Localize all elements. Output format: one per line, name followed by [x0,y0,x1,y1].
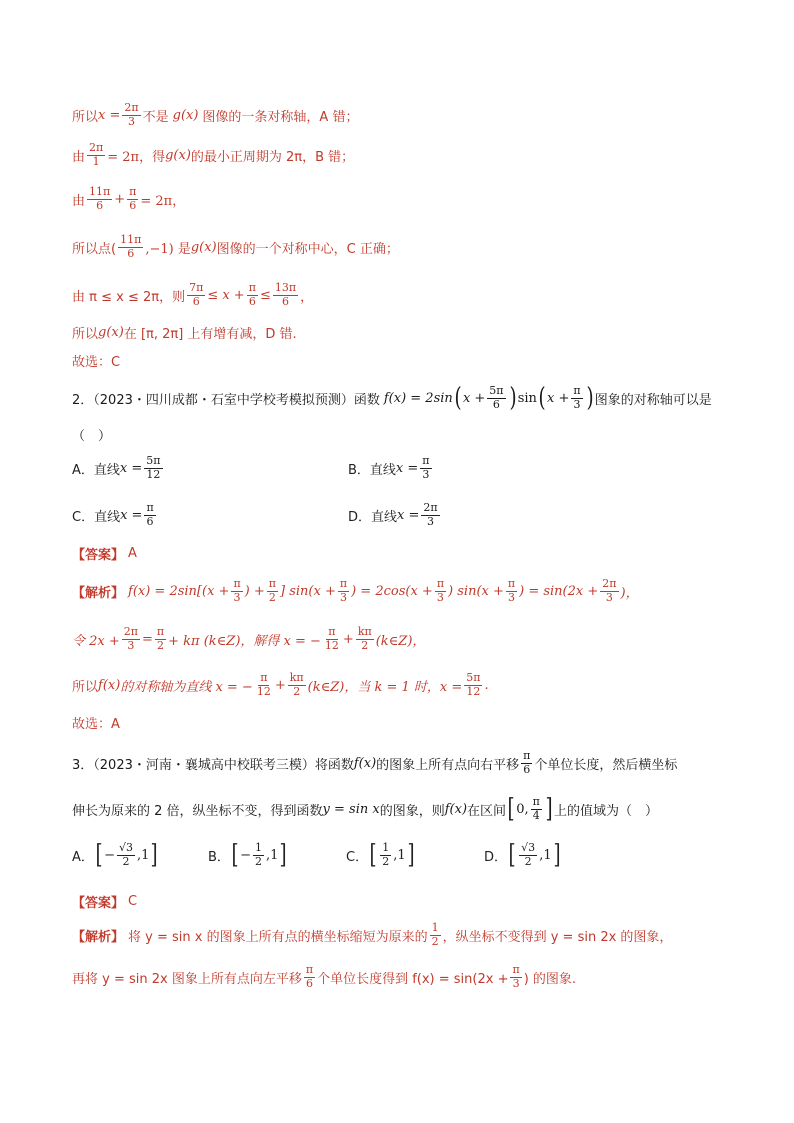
math: ,1 [393,847,406,863]
math: x + [462,390,486,406]
math: ,1 [136,847,150,863]
fraction: $\frac{\pi}{3}$ [339,577,348,604]
math: (k∈Z)， [375,633,426,649]
fraction: $\frac{2\pi}{3}$ [123,625,138,652]
math: ,−1) 是 [145,241,191,257]
bracket: [ [95,840,103,871]
math: ≤ [259,287,271,303]
fraction: $\frac{k\pi}{2}$ [289,671,304,698]
fraction: $\frac{13\pi}{6}$ [274,281,297,308]
math: ,1 [265,847,279,863]
math: f(x) [444,801,468,817]
math: x = [395,460,419,476]
fraction: $\frac{\pi}{6}$ [129,185,137,212]
math: = 2π，得 [107,149,166,165]
text: ，纵坐标不变得到 y = sin 2x 的图象， [442,929,673,945]
fraction: $\frac{\pi}{4}$ [532,795,540,822]
text: （ ） [72,429,112,444]
option-label: B．直线 [348,462,396,478]
fraction: $\frac{2\pi}{3}$ [124,101,139,128]
text: 个单位长度，然后横坐标 [534,757,678,773]
q3-expl-1 [72,922,672,948]
math: = 2π， [140,193,186,209]
text: 3．（2023・河南・襄城高中校联考三模）将函数 [72,757,354,773]
fraction: $\frac{\pi}{12}$ [256,671,271,698]
fraction: $\frac{\pi}{3}$ [573,384,581,411]
q3-expl-2 [72,964,576,990]
q3-option-d[interactable] [484,840,562,871]
fraction: $\frac{\pi}{3}$ [436,577,445,604]
fraction: $\frac{\pi}{3}$ [422,454,430,481]
math: = [142,631,153,647]
fraction: $\frac{5\pi}{12}$ [146,454,161,481]
fraction: $\frac{\pi}{6}$ [523,749,531,776]
sol-line-5 [72,282,313,308]
text: 所以 [72,679,99,695]
sol-line-1 [72,102,358,128]
math: x + [547,390,570,406]
math: 令 2x + [72,633,120,649]
text: 个单位长度得到 f(x) = sin(2x + [317,971,509,987]
q3-stem-1 [72,750,677,776]
q3-stem-2 [72,794,659,825]
fraction: $\frac{1}{2}$ [382,841,390,868]
q2-expl-3 [72,672,489,698]
math: f(x) [353,755,377,771]
math: ) = 2cos(x + [351,583,433,599]
text: 再将 y = sin 2x 图象上所有点向左平移 [72,971,302,987]
fraction: $\frac{11\pi}{6}$ [89,185,111,212]
math: 的对称轴为直线 x = − [120,679,253,695]
q2-paren [72,425,111,444]
bracket: [ [231,840,239,871]
q3-option-b[interactable] [208,840,289,871]
math: x = [98,107,121,123]
q2-option-b[interactable] [348,455,434,481]
q2-expl-1 [72,578,639,604]
fraction: $\frac{5\pi}{6}$ [489,384,504,411]
math: + [342,631,354,647]
q3-option-c[interactable] [346,840,416,871]
paren: ( [454,383,462,414]
math: g(x) [98,325,124,340]
bracket: ] [553,840,561,871]
math: + [274,677,286,693]
fraction: $\frac{1}{2}$ [431,921,439,948]
bracket: [ [508,840,516,871]
text: 所以点( [72,241,117,257]
q2-expl-4 [72,713,120,732]
q2-option-c[interactable] [72,502,158,528]
fraction: $\frac{2\pi}{3}$ [602,577,617,604]
text: 的最小正周期为 2π，B 错； [190,149,355,165]
math: g(x) [190,239,217,255]
math: f(x) = 2sin[(x + [128,583,230,599]
math: x = [119,460,143,476]
bracket: ] [545,794,553,825]
math: x = [120,507,143,523]
explanation-tag: 【解析】 [72,929,125,945]
sol-line-3 [72,186,185,212]
paren: ( [538,383,546,414]
text: ) 的图象. [523,971,577,987]
answer-tag: 【答案】 [72,548,125,563]
math: − [104,847,115,863]
text: 上的值域为（ ） [554,803,659,819]
fraction: $\frac{√3}{2}$ [521,841,536,868]
answer-tag: 【答案】 [72,896,125,911]
text: 在 [π, 2π] 上有增有减，D 错. [123,327,297,342]
math: sin [517,390,537,406]
text: 所以 [72,109,99,125]
bracket: [ [507,794,515,825]
math: 0, [516,801,529,817]
paren: ) [586,383,594,414]
fraction: $\frac{\pi}{3}$ [507,577,516,604]
option-label: A． [72,849,94,865]
q2-expl-2 [72,626,425,652]
paren: ) [509,383,517,414]
math: + kπ (k∈Z)，解得 x = − [168,633,321,649]
text: 在区间 [467,803,507,819]
fraction: $\frac{\pi}{2}$ [156,625,165,652]
text: ， [300,289,314,305]
fraction: $\frac{\pi}{3}$ [512,963,520,990]
fraction: $\frac{\pi}{6}$ [248,281,256,308]
bracket: ] [279,840,288,871]
fraction: $\frac{\pi}{2}$ [268,577,277,604]
math: )， [620,585,639,601]
math: ,1 [539,847,552,863]
text: 不是 [142,109,169,125]
option-label: D．直线 [348,509,398,525]
fraction: $\frac{\pi}{6}$ [305,963,314,990]
sol-line-7 [72,351,120,370]
answer-value: A [128,546,137,561]
math: x = [397,507,420,523]
q2-option-d[interactable] [348,502,442,528]
option-label: C． [346,849,369,865]
text: 图象的对称轴可以是 [594,392,712,408]
fraction: $\frac{\pi}{12}$ [324,625,339,652]
text: 由 [72,193,86,209]
q2-option-a[interactable] [72,455,165,481]
math: g(x) [165,147,191,163]
q3-answer [72,892,137,911]
fraction: $\frac{2\pi}{1}$ [89,141,104,168]
math: − [240,847,251,863]
text: 2．（2023・四川成都・石室中学校考模拟预测）函数 [72,392,380,408]
fraction: $\frac{11\pi}{6}$ [120,233,142,260]
bracket: [ [369,840,377,871]
text: 将 y = sin x 的图象上所有点的横坐标缩短为原来的 [128,929,428,945]
fraction: $\frac{k\pi}{2}$ [357,625,372,652]
math: + [114,191,126,207]
math: g(x) [172,107,199,123]
math: y = sin x [322,801,380,817]
fraction: $\frac{\pi}{3}$ [233,577,241,604]
math: ) sin(x + [448,583,504,599]
fraction: $\frac{2\pi}{3}$ [423,501,438,528]
text: 的图象上所有点向右平移 [376,757,520,773]
answer-value: C [128,894,138,909]
text: 由 [72,149,86,165]
math: ] sin(x + [280,583,336,599]
text: 图像的一条对称轴，A 错； [202,109,359,125]
option-label: B． [208,849,230,865]
text: 故选：A [72,717,120,732]
math: f(x) = 2sin [383,390,453,406]
q2-answer [72,544,137,563]
option-label: D． [484,849,508,865]
math: ) + [244,583,265,599]
sol-line-2 [72,142,354,168]
fraction: $\frac{\pi}{6}$ [146,501,154,528]
math: . [484,677,489,693]
option-label: A．直线 [72,462,120,478]
text: 的图象，则 [379,803,445,819]
fraction: $\frac{5\pi}{12}$ [466,671,481,698]
bracket: ] [150,840,159,871]
fraction: $\frac{√3}{2}$ [118,841,133,868]
text: 故选：C [72,355,121,370]
math: ≤ x + [207,287,245,303]
option-label: C．直线 [72,509,121,525]
q2-stem [72,383,712,414]
math: f(x) [98,677,121,693]
math: (k∈Z)，当 k = 1 时，x = [307,679,463,695]
text: 图像的一个对称中心，C 正确； [216,241,399,257]
q3-option-a[interactable] [72,840,160,871]
sol-line-6 [72,323,297,342]
fraction: $\frac{1}{2}$ [254,841,262,868]
math: ) = sin(2x + [519,583,599,599]
fraction: $\frac{7\pi}{6}$ [189,281,204,308]
sol-line-4 [72,234,399,260]
text: 所以 [72,327,99,342]
text: 由 π ≤ x ≤ 2π，则 [72,289,186,305]
text: 伸长为原来的 2 倍，纵坐标不变，得到函数 [72,803,323,819]
explanation-tag: 【解析】 [72,585,125,601]
bracket: ] [407,840,415,871]
